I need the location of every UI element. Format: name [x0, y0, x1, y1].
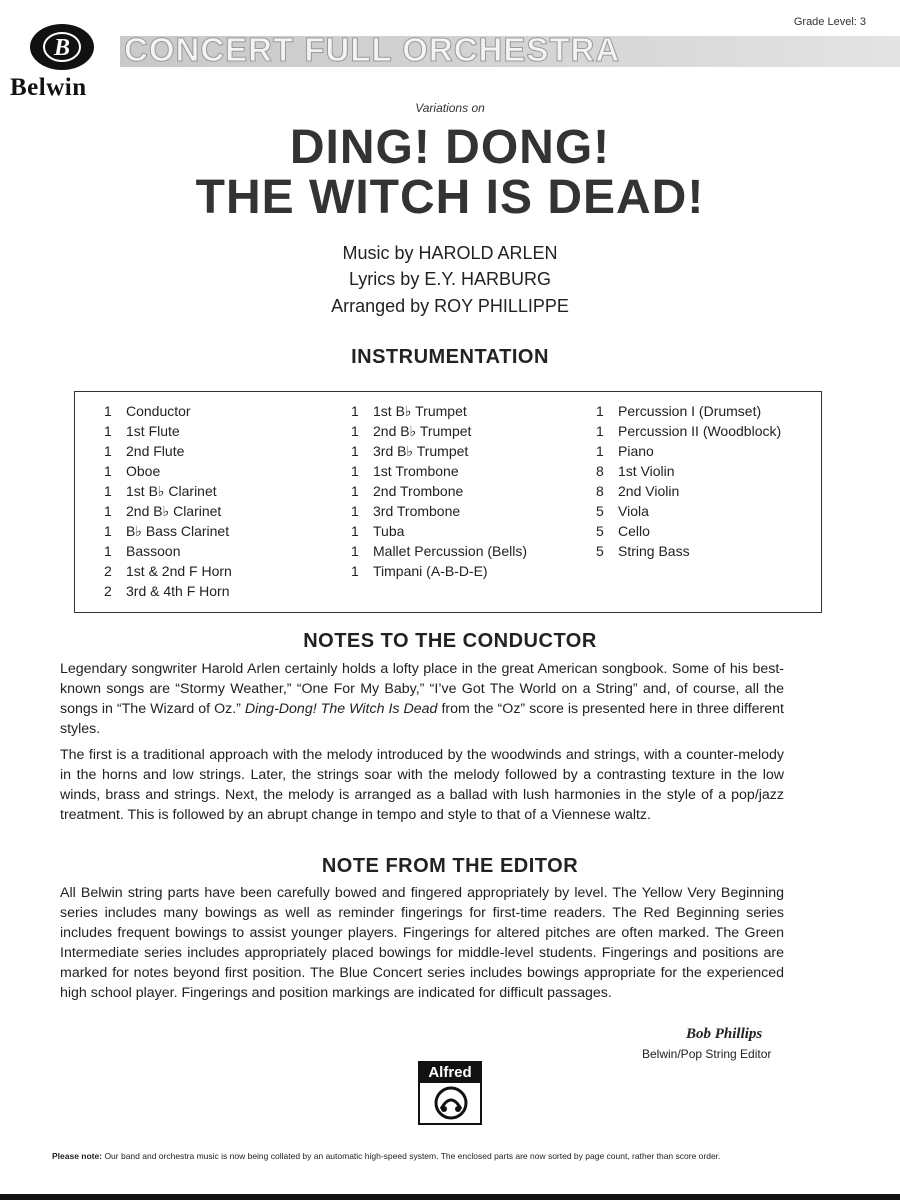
instrument-quantity: 1 [351, 423, 359, 439]
instrument-row [596, 403, 781, 423]
alfred-logo [418, 1061, 482, 1125]
series-title: CONCERT FULL ORCHESTRA [124, 31, 621, 68]
instrument-quantity: 1 [104, 463, 112, 479]
instrument-row [596, 483, 781, 503]
pretitle: Variations on [415, 101, 485, 115]
instrument-row [104, 543, 232, 563]
instrument-row [104, 483, 232, 503]
instrumentation-heading: INSTRUMENTATION [351, 346, 549, 368]
instrument-quantity: 2 [104, 563, 112, 579]
instrument-quantity: 8 [596, 463, 604, 479]
title-line-1: DING! DONG! [289, 121, 611, 174]
instrument-name: 2nd Flute [126, 443, 185, 459]
instrument-quantity: 1 [104, 503, 112, 519]
instrument-row [104, 563, 232, 583]
alfred-logo-name: Alfred [420, 1063, 480, 1083]
instrument-quantity: 1 [104, 543, 112, 559]
instrument-name: 1st Flute [126, 423, 180, 439]
instrument-quantity: 1 [351, 403, 359, 419]
notes-heading: NOTES TO THE CONDUCTOR [303, 630, 597, 652]
instrument-quantity: 1 [351, 543, 359, 559]
instrumentation-column-1 [104, 403, 232, 603]
instrument-quantity: 1 [351, 503, 359, 519]
instrument-quantity: 2 [104, 583, 112, 599]
instrument-name: Conductor [126, 403, 191, 419]
instrument-row [351, 483, 527, 503]
page-bottom-border [0, 1194, 900, 1200]
instrument-name: 1st Trombone [373, 463, 459, 479]
instrument-row [104, 423, 232, 443]
instrument-name: 2nd B♭ Clarinet [126, 503, 222, 519]
belwin-brand-name: Belwin [10, 74, 87, 101]
instrument-name: Piano [618, 443, 654, 459]
instrument-quantity: 1 [596, 423, 604, 439]
instrument-row [351, 463, 527, 483]
notes-paragraph-2: The first is a traditional approach with the melody introduced by the woodwinds and strings, with a counter-melody in the horns and low strings. Later, the strings soar with the melody followed by a contrasting texture in the low winds, brass and strings. Next, the melody is arranged as a ballad with lush harmonies in the style of a pop/jazz treatment. This is followed by an abrupt change in tempo and style to that of a Viennese waltz. [60, 747, 784, 823]
instrument-quantity: 5 [596, 543, 604, 559]
instrument-name: 2nd Trombone [373, 483, 464, 499]
collation-note-label: Please note: [52, 1151, 103, 1161]
instrument-row [596, 423, 781, 443]
instrument-name: 3rd Trombone [373, 503, 461, 519]
instrument-name: 2nd B♭ Trumpet [373, 423, 472, 439]
instrument-quantity: 1 [351, 483, 359, 499]
instrument-name: Bassoon [126, 543, 181, 559]
instrument-row [351, 563, 527, 583]
instrumentation-column-2 [351, 403, 527, 583]
instrument-row [351, 443, 527, 463]
instrument-quantity: 1 [351, 443, 359, 459]
instrument-row [104, 403, 232, 423]
instrument-row [104, 503, 232, 523]
instrument-quantity: 1 [351, 463, 359, 479]
instrument-name: Oboe [126, 463, 161, 479]
instrument-quantity: 1 [104, 443, 112, 459]
instrument-row [596, 443, 781, 463]
title-line-2: THE WITCH IS DEAD! [195, 171, 705, 224]
instrument-name: Tuba [373, 523, 405, 539]
editor-paragraph: All Belwin string parts have been carefully bowed and fingered appropriately by level. The Yellow Very Beginning series includes many bowings as well as reminder fingerings for first-time readers. The Red Beginning series includes frequent bowings to assist younger players. Fingerings for altered pitches are often marked. The Green Intermediate series includes appropriately placed bowings for middle-level students. Fingerings and positions are marked for notes beyond first position. The Blue Concert series includes bowings appropriate for the experienced high school player. Fingerings and position markings are indicated for difficult passages. [60, 885, 784, 1001]
instrument-quantity: 1 [104, 403, 112, 419]
instrument-row [104, 583, 232, 603]
song-title-italic: Ding-Dong! The Witch Is Dead [244, 701, 438, 717]
instrument-quantity: 5 [596, 523, 604, 539]
instrument-name: 3rd B♭ Trumpet [373, 443, 469, 459]
instrument-quantity: 5 [596, 503, 604, 519]
instrument-quantity: 1 [104, 423, 112, 439]
grade-level: Grade Level: 3 [793, 16, 866, 28]
instrument-name: Percussion II (Woodblock) [618, 423, 782, 439]
belwin-logo-letter: B [53, 35, 71, 61]
instrument-name: 2nd Violin [618, 483, 680, 499]
alfred-music-note-icon [430, 1085, 472, 1121]
instrument-row [104, 443, 232, 463]
collation-note [52, 1151, 872, 1161]
instrument-name: Mallet Percussion (Bells) [373, 543, 528, 559]
instrument-quantity: 1 [351, 563, 359, 579]
instrument-row [596, 503, 781, 523]
instrument-row [596, 543, 781, 563]
instrument-row [104, 523, 232, 543]
instrument-name: 1st B♭ Clarinet [126, 483, 217, 499]
instrument-row [596, 523, 781, 543]
instrument-row [104, 463, 232, 483]
instrument-quantity: 1 [596, 403, 604, 419]
instrument-row [351, 543, 527, 563]
instrument-row [596, 463, 781, 483]
editor-signature: Bob Phillips [686, 1026, 763, 1042]
notes-paragraph-1 [60, 659, 784, 739]
arranger-credit: Arranged by ROY PHILLIPPE [331, 296, 569, 316]
instrument-row [351, 403, 527, 423]
collation-note-text: Our band and orchestra music is now being collated by an automatic high-speed system. The enclosed parts are now sorted by page count, rather than score order. [102, 1151, 721, 1161]
instrument-name: 1st Violin [618, 463, 675, 479]
instrument-name: 3rd & 4th F Horn [126, 583, 230, 599]
editor-heading: NOTE FROM THE EDITOR [321, 855, 579, 877]
instrument-row [351, 503, 527, 523]
instrument-row [351, 423, 527, 443]
instrument-name: 1st & 2nd F Horn [126, 563, 232, 579]
instrument-quantity: 8 [596, 483, 604, 499]
instrument-name: B♭ Bass Clarinet [126, 523, 230, 539]
notes-paragraph-1-text: Legendary songwriter Harold Arlen certainly holds a lofty place in the great American songbook. Some of his best-known songs are “Stormy Weather,” “One For My Baby,” “I’ve Got The World on a String” and, of course, all the songs in “The Wizard of Oz.” [60, 661, 784, 717]
instrument-quantity: 1 [104, 483, 112, 499]
notes-paragraph-1-end: from the “Oz” score is presented here in three different styles. [60, 701, 785, 737]
belwin-logo-emblem [30, 24, 94, 70]
instrument-name: Percussion I (Drumset) [618, 403, 762, 419]
lyrics-credit: Lyrics by E.Y. HARBURG [348, 269, 552, 289]
instrument-row [351, 523, 527, 543]
instrument-name: Timpani (A-B-D-E) [373, 563, 488, 579]
editor-title: Belwin/Pop String Editor [642, 1047, 772, 1061]
instrument-quantity: 1 [596, 443, 604, 459]
instrument-name: String Bass [618, 543, 690, 559]
instrumentation-column-3 [596, 403, 781, 563]
instrument-quantity: 1 [351, 523, 359, 539]
instrument-name: Viola [618, 503, 649, 519]
belwin-b-icon [40, 29, 84, 65]
music-credit: Music by HAROLD ARLEN [342, 243, 558, 263]
instrument-name: Cello [618, 523, 650, 539]
instrument-name: 1st B♭ Trumpet [373, 403, 467, 419]
instrument-quantity: 1 [104, 523, 112, 539]
